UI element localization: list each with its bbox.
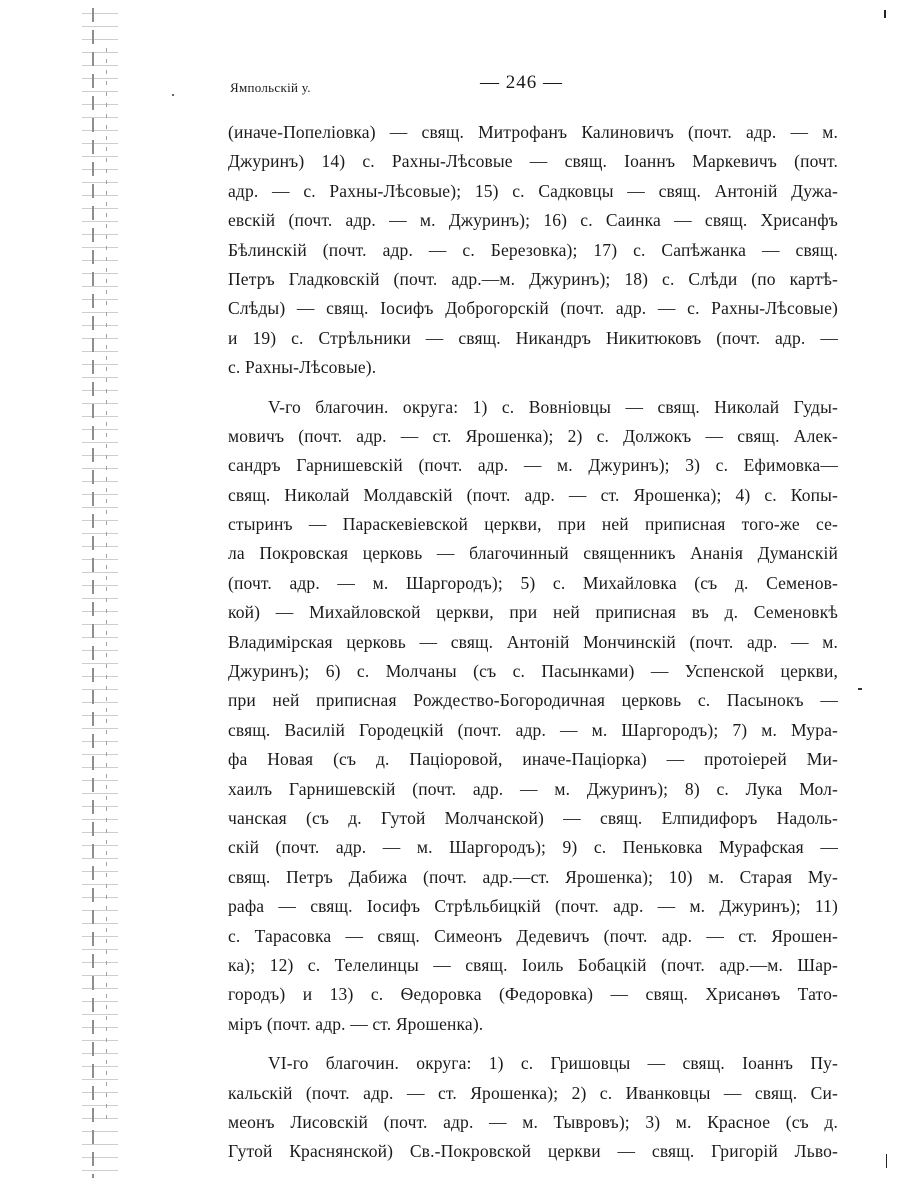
text-line: Джуринъ); 6) с. Молчаны (съ с. Пасынками) — Успенской церкви, bbox=[228, 661, 838, 682]
ink-speck bbox=[858, 688, 862, 690]
text-line: кой) — Михайловской церкви, при ней приписная въ д. Семеновкѣ bbox=[228, 602, 838, 623]
text-line: Петръ Гладковскій (почт. адр.—м. Джуринъ); 18) с. Слѣди (по картѣ- bbox=[228, 268, 838, 289]
paragraph-gap bbox=[228, 1039, 838, 1049]
text-line: свящ. Николай Молдавскій (почт. адр. — ст. Ярошенка); 4) с. Копы- bbox=[228, 484, 838, 505]
text-line: и 19) с. Стрѣльники — свящ. Никандръ Никитюковъ (почт. адр. — bbox=[228, 327, 838, 348]
page-number: — 246 — bbox=[480, 72, 563, 93]
text-line: с. Тарасовка — свящ. Симеонъ Дедевичъ (почт. адр. — ст. Ярошен- bbox=[228, 925, 838, 946]
text-line: кальскій (почт. адр. — ст. Ярошенка); 2) с. Иванковцы — свящ. Си- bbox=[228, 1082, 838, 1103]
text-line: ла Покровская церковь — благочинный священникъ Ананія Думанскій bbox=[228, 543, 838, 564]
text-line: (иначе-Попеліовка) — свящ. Митрофанъ Калиновичъ (почт. адр. — м. bbox=[228, 122, 838, 142]
ink-speck bbox=[172, 94, 174, 96]
text-line: меонъ Лисовскій (почт. адр. — м. Тывровъ); 3) м. Красное (съ д. bbox=[228, 1111, 838, 1132]
text-line: ка); 12) с. Телелинцы — свящ. Іоиль Бобацкій (почт. адр.—м. Шар- bbox=[228, 954, 838, 975]
paragraph-start-line: VI-го благочин. округа: 1) с. Гришовцы — свящ. Іоаннъ Пу- bbox=[268, 1053, 838, 1074]
page-header bbox=[230, 70, 830, 100]
text-line: хаилъ Гарнишевскій (почт. адр. — м. Джуринъ); 8) с. Лука Мол- bbox=[228, 778, 838, 799]
text-line: с. Рахны-Лѣсовые). bbox=[228, 357, 377, 378]
text-line: адр. — с. Рахны-Лѣсовые); 15) с. Садковцы — свящ. Антоній Дужа- bbox=[228, 180, 838, 201]
body-text bbox=[228, 118, 838, 1167]
paragraph-gap bbox=[228, 383, 838, 393]
text-line: чанская (съ д. Гутой Молчанской) — свящ. Елпидифоръ Надоль- bbox=[228, 807, 838, 828]
text-line: Гутой Краснянской) Св.-Покровской церкви — свящ. Григорій Льво- bbox=[228, 1141, 838, 1162]
text-line: Слѣды) — свящ. Іосифъ Доброгорскій (почт. адр. — с. Рахны-Лѣсовые) bbox=[228, 298, 838, 319]
text-line: городъ) и 13) с. Ѳедоровка (Федоровка) — свящ. Хрисанѳъ Тато- bbox=[228, 984, 838, 1005]
text-line: фа Новая (съ д. Паціоровой, иначе-Паціорка) — протоіерей Ми- bbox=[228, 749, 838, 770]
text-line: (почт. адр. — м. Шаргородъ); 5) с. Михайловка (съ д. Семенов- bbox=[228, 572, 838, 593]
text-line: сандръ Гарнишевскій (почт. адр. — м. Джуринъ); 3) с. Ефимовка— bbox=[228, 455, 838, 476]
text-line: рафа — свящ. Іосифъ Стрѣльбицкій (почт. адр. — м. Джуринъ); 11) bbox=[228, 896, 838, 917]
book-spine-shadow bbox=[82, 8, 118, 1178]
text-line: евскій (почт. адр. — м. Джуринъ); 16) с. Саинка — свящ. Хрисанфъ bbox=[228, 210, 838, 231]
page-edge-mark bbox=[886, 1154, 887, 1168]
text-line: свящ. Василій Городецкій (почт. адр. — м. Шаргородъ); 7) м. Мура- bbox=[228, 719, 838, 740]
text-line: скій (почт. адр. — м. Шаргородъ); 9) с. Пеньковка Мурафская — bbox=[228, 837, 838, 858]
text-line: свящ. Петръ Дабижа (почт. адр.—ст. Ярошенка); 10) м. Старая Му- bbox=[228, 866, 838, 887]
text-line: мовичъ (почт. адр. — ст. Ярошенка); 2) с. Должокъ — свящ. Алек- bbox=[228, 425, 838, 446]
text-line: при ней приписная Рождество-Богородичная церковь с. Пасынокъ — bbox=[228, 690, 838, 711]
paragraph-start-line: V-го благочин. округа: 1) с. Вовніовцы — свящ. Николай Гуды- bbox=[268, 396, 838, 417]
text-line: Владимірская церковь — свящ. Антоній Мончинскій (почт. адр. — м. bbox=[228, 631, 838, 652]
text-line: міръ (почт. адр. — ст. Ярошенка). bbox=[228, 1013, 484, 1034]
text-line: стыринъ — Параскевіевской церкви, при ней приписная того-же се- bbox=[228, 514, 838, 535]
text-line: Джуринъ) 14) с. Рахны-Лѣсовые — свящ. Іоаннъ Маркевичъ (почт. bbox=[228, 151, 838, 172]
text-line: Бѣлинскій (почт. адр. — с. Березовка); 17) с. Сапѣжанка — свящ. bbox=[228, 239, 838, 260]
running-title: Ямпольскій у. bbox=[230, 80, 311, 95]
page-edge-mark bbox=[884, 10, 886, 18]
